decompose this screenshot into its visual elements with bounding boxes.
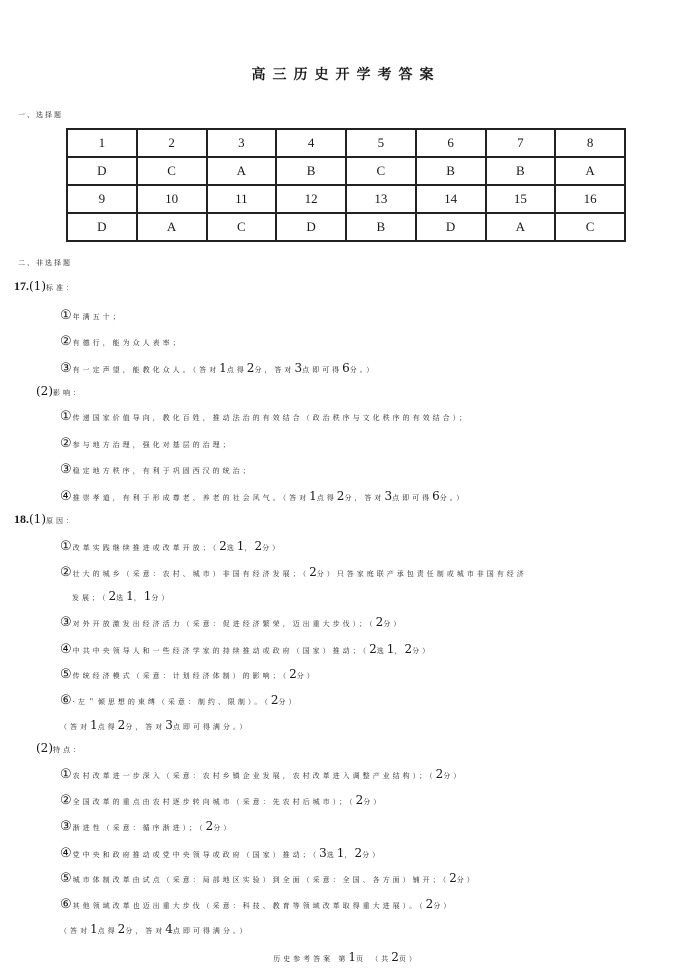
sub-question-text: 特点： xyxy=(53,746,83,754)
answer-table-cell: 1 xyxy=(67,129,137,157)
score-number: 6 xyxy=(432,489,440,503)
answer-table-cell: C xyxy=(346,157,416,185)
score-number: 2 xyxy=(425,897,434,911)
item-text: 分） xyxy=(456,876,477,884)
item-text: 选 xyxy=(326,851,337,859)
score-number: 1 xyxy=(90,922,98,936)
item-text: 传统经济模式（采意：计划经济体制）的影响；（ xyxy=(72,672,290,680)
answer-line xyxy=(60,489,466,505)
answer-line xyxy=(72,589,171,605)
answer-line xyxy=(60,718,249,734)
sub-question-text: 标准： xyxy=(46,284,76,292)
item-text: 分） xyxy=(296,672,317,680)
item-marker: ⑤ xyxy=(60,871,72,886)
item-text: 分，答对 xyxy=(125,927,166,935)
answer-line xyxy=(60,667,317,683)
footer-doc-name: 历史参考答案 xyxy=(273,955,334,963)
answer-table-cell: D xyxy=(276,213,346,241)
score-number: 1 xyxy=(219,361,227,375)
item-marker: ④ xyxy=(60,489,72,504)
footer-total-pages: 2 xyxy=(391,950,399,964)
score-number: 6 xyxy=(342,361,350,375)
answer-table-cell: 6 xyxy=(416,129,486,157)
item-text: （答对 xyxy=(60,927,90,935)
score-number: 3 xyxy=(319,846,327,860)
score-number: 1 xyxy=(143,589,152,603)
answer-line xyxy=(60,767,463,783)
answer-table-cell: 15 xyxy=(486,185,556,213)
item-text: 分） xyxy=(262,544,283,552)
footer-page-number: 1 xyxy=(348,950,356,964)
item-text: ， xyxy=(394,647,405,655)
sub-question-label: (1) xyxy=(29,279,46,293)
section-multiple-choice-heading: 一、选择题 xyxy=(18,111,63,119)
item-text: 有德行，能为众人表率； xyxy=(72,339,183,347)
item-text: 农村改革进一步深入（采意：农村乡镇企业发展，农村改革进入调整产业结构）；（ xyxy=(72,772,436,780)
item-text: 中共中央领导人和一些经济学家的持续推动或政府（国家）推动；（ xyxy=(72,647,370,655)
score-number: 2 xyxy=(205,819,214,833)
score-number: 1 xyxy=(309,489,317,503)
footer-total-suffix: 页） xyxy=(398,955,419,963)
answer-table-cell: B xyxy=(416,157,486,185)
answer-table-answer-row xyxy=(67,157,625,185)
answer-line xyxy=(60,361,376,377)
question-18-part2-header xyxy=(36,741,83,757)
answer-table-cell: C xyxy=(207,213,277,241)
item-text: 稳定地方秩序，有利于巩固西汉的统治； xyxy=(72,467,253,475)
item-marker: ④ xyxy=(60,642,72,657)
item-text: 分） xyxy=(433,902,454,910)
item-text: 传递国家价值导向，教化百姓，推动法治的有效结合（政治秩序与文化秩序的有效结合）； xyxy=(72,414,470,422)
answer-table-cell: 5 xyxy=(346,129,416,157)
answer-table-cell: 2 xyxy=(137,129,207,157)
item-marker: ③ xyxy=(60,819,72,834)
score-number: 1 xyxy=(236,539,245,553)
footer-total-prefix: （共 xyxy=(371,955,392,963)
answer-line xyxy=(60,897,453,913)
score-number: 2 xyxy=(117,718,126,732)
item-text: 点得 xyxy=(226,366,247,374)
item-text: 分） xyxy=(213,824,234,832)
score-number: 2 xyxy=(246,361,255,375)
score-number: 2 xyxy=(254,539,263,553)
item-marker: ① xyxy=(60,767,72,782)
item-text: 选 xyxy=(376,647,387,655)
score-number: 2 xyxy=(309,565,317,579)
sub-question-label: (2) xyxy=(36,384,53,398)
sub-question-label: (2) xyxy=(36,741,53,755)
answer-line xyxy=(60,539,282,555)
score-number: 2 xyxy=(404,642,413,656)
question-number: 17. xyxy=(14,279,29,293)
answer-table-cell: 11 xyxy=(207,185,277,213)
answer-table-cell: A xyxy=(137,213,207,241)
answer-table-answer-row xyxy=(67,213,625,241)
item-text: 分） xyxy=(278,698,299,706)
score-number: 2 xyxy=(108,589,117,603)
item-text: 点得 xyxy=(97,927,118,935)
item-marker: ① xyxy=(60,308,72,323)
item-marker: ② xyxy=(60,334,72,349)
item-text: 点得 xyxy=(316,494,337,502)
answer-table-cell: B xyxy=(276,157,346,185)
answer-table-cell: 3 xyxy=(207,129,277,157)
item-marker: ① xyxy=(60,409,72,424)
question-18-header xyxy=(14,512,76,528)
item-text: 点即可得 xyxy=(302,366,343,374)
answer-line xyxy=(60,463,253,478)
question-number: 18. xyxy=(14,512,29,526)
item-text: 年满五十； xyxy=(72,313,123,321)
answer-table-cell: B xyxy=(346,213,416,241)
answer-line xyxy=(60,309,123,324)
item-text: 党中央和政府推动或党中央领导或政府（国家）推动；（ xyxy=(72,851,320,859)
footer-page-suffix: 页 xyxy=(356,955,366,963)
item-text: （答对 xyxy=(60,723,90,731)
question-17-header xyxy=(14,279,76,295)
score-number: 3 xyxy=(294,361,303,375)
item-text: ·左＂倾思想的束缚（采意：制约、限制）。（ xyxy=(72,698,271,706)
item-marker: ⑤ xyxy=(60,667,72,682)
answer-line xyxy=(60,846,382,862)
answer-table-cell: A xyxy=(207,157,277,185)
answer-line xyxy=(60,565,527,581)
item-text: 分） xyxy=(362,851,383,859)
item-text: ， xyxy=(344,851,355,859)
item-text: ， xyxy=(244,544,255,552)
item-marker: ③ xyxy=(60,361,72,376)
answer-line xyxy=(60,871,477,887)
score-number: 2 xyxy=(375,615,384,629)
item-marker: ⑥ xyxy=(60,693,72,708)
score-number: 2 xyxy=(117,922,126,936)
score-number: 2 xyxy=(336,489,345,503)
page-footer xyxy=(0,950,692,964)
item-marker: ① xyxy=(60,539,72,554)
answer-line xyxy=(60,615,403,631)
answer-table-cell: 16 xyxy=(555,185,625,213)
answer-table-cell: 13 xyxy=(346,185,416,213)
score-number: 2 xyxy=(270,693,279,707)
answer-table-cell: 4 xyxy=(276,129,346,157)
question-17-part2-header xyxy=(36,384,83,400)
item-text: 城市体制改革由试点（采意：局部地区实验）到全面（采意：全国、各方面）铺开；（ xyxy=(72,876,450,884)
score-number: 4 xyxy=(165,922,173,936)
item-text: 点即可得 xyxy=(392,494,433,502)
answer-table-cell: D xyxy=(416,213,486,241)
item-text: 选 xyxy=(226,544,237,552)
score-number: 2 xyxy=(449,871,457,885)
score-number: 3 xyxy=(384,489,393,503)
score-number: 1 xyxy=(386,642,395,656)
sub-question-label: (1) xyxy=(29,512,46,526)
answer-line xyxy=(60,693,299,709)
answer-line xyxy=(60,793,383,809)
sub-question-text: 原因： xyxy=(46,517,76,525)
item-text: 改革实践继续推进或改革开放；（ xyxy=(72,544,220,552)
item-text: 分） xyxy=(443,772,464,780)
item-text: 分）只答家庭联产承包责任制或城市非国有经济 xyxy=(316,570,527,578)
answer-table-cell: A xyxy=(555,157,625,185)
item-text: 选 xyxy=(116,594,127,602)
sub-question-text: 影响： xyxy=(53,389,83,397)
answer-table-cell: 10 xyxy=(137,185,207,213)
answer-table-cell: C xyxy=(137,157,207,185)
item-text: 渐进性（采意：循序渐进）；（ xyxy=(72,824,206,832)
answer-table-number-row xyxy=(67,129,625,157)
item-text: 其他领域改革也迈出重大步伐（采意：科技、教育等领域改革取得重大进展）。（ xyxy=(72,902,426,910)
item-text: 点得 xyxy=(97,723,118,731)
item-text: 点即可得满分。） xyxy=(172,927,250,935)
page-title: 高三历史开学考答案 xyxy=(251,67,441,83)
item-text: 对外开放激发出经济活力（采意：促进经济繁荣，迈出重大步伐）；（ xyxy=(72,620,376,628)
item-text: 分。） xyxy=(349,366,377,374)
answer-table-cell: 8 xyxy=(555,129,625,157)
item-text: 点即可得满分。） xyxy=(172,723,250,731)
item-text: 分） xyxy=(363,798,384,806)
item-text: 推崇孝道，有利于形成尊老、养老的社会风气。（答对 xyxy=(72,494,310,502)
item-marker: ⑥ xyxy=(60,897,72,912)
item-text: 全国改革的重点由农村逐步转向城市（采意：先农村后城市）；（ xyxy=(72,798,356,806)
score-number: 2 xyxy=(354,846,363,860)
answer-table-cell: 12 xyxy=(276,185,346,213)
item-text: 分，答对 xyxy=(125,723,166,731)
item-text: ， xyxy=(133,594,144,602)
score-number: 2 xyxy=(435,767,444,781)
answer-line xyxy=(60,335,183,350)
item-text: 壮大的城乡（采意：农村、城市）非国有经济发展；（ xyxy=(72,570,310,578)
answer-line xyxy=(60,642,432,658)
answer-table-cell: D xyxy=(67,157,137,185)
item-text: 分） xyxy=(151,594,172,602)
score-number: 3 xyxy=(165,718,173,732)
item-text: 分） xyxy=(412,647,433,655)
answer-table-cell: 9 xyxy=(67,185,137,213)
answer-line xyxy=(60,437,233,452)
item-text: 参与地方治理，强化对基层的治理； xyxy=(72,441,233,449)
answer-table xyxy=(66,128,626,242)
answer-table-cell: B xyxy=(486,157,556,185)
item-marker: ③ xyxy=(60,615,72,630)
footer-page-prefix: 第 xyxy=(338,955,349,963)
score-number: 1 xyxy=(336,846,345,860)
answer-line xyxy=(60,922,249,938)
item-text: 分） xyxy=(383,620,404,628)
item-text: 分，答对 xyxy=(254,366,295,374)
answer-table-number-row xyxy=(67,185,625,213)
answer-line xyxy=(60,819,233,835)
item-marker: ② xyxy=(60,793,72,808)
answer-table-cell: 14 xyxy=(416,185,486,213)
score-number: 2 xyxy=(369,642,377,656)
answer-table-cell: D xyxy=(67,213,137,241)
item-marker: ② xyxy=(60,436,72,451)
score-number: 2 xyxy=(219,539,227,553)
section-non-choice-heading: 二、非选择题 xyxy=(18,259,72,267)
score-number: 2 xyxy=(289,667,297,681)
score-number: 1 xyxy=(126,589,134,603)
answer-table-cell: C xyxy=(555,213,625,241)
answer-table-cell: 7 xyxy=(486,129,556,157)
item-text: 分，答对 xyxy=(344,494,385,502)
item-marker: ② xyxy=(60,565,72,580)
item-text: 分。） xyxy=(439,494,467,502)
item-text: 发展；（ xyxy=(72,594,109,602)
item-text: 有一定声望，能教化众人。（答对 xyxy=(72,366,220,374)
score-number: 2 xyxy=(355,793,364,807)
item-marker: ③ xyxy=(60,462,72,477)
item-marker: ④ xyxy=(60,846,72,861)
answer-table-cell: A xyxy=(486,213,556,241)
answer-line xyxy=(60,410,469,425)
score-number: 1 xyxy=(90,718,98,732)
